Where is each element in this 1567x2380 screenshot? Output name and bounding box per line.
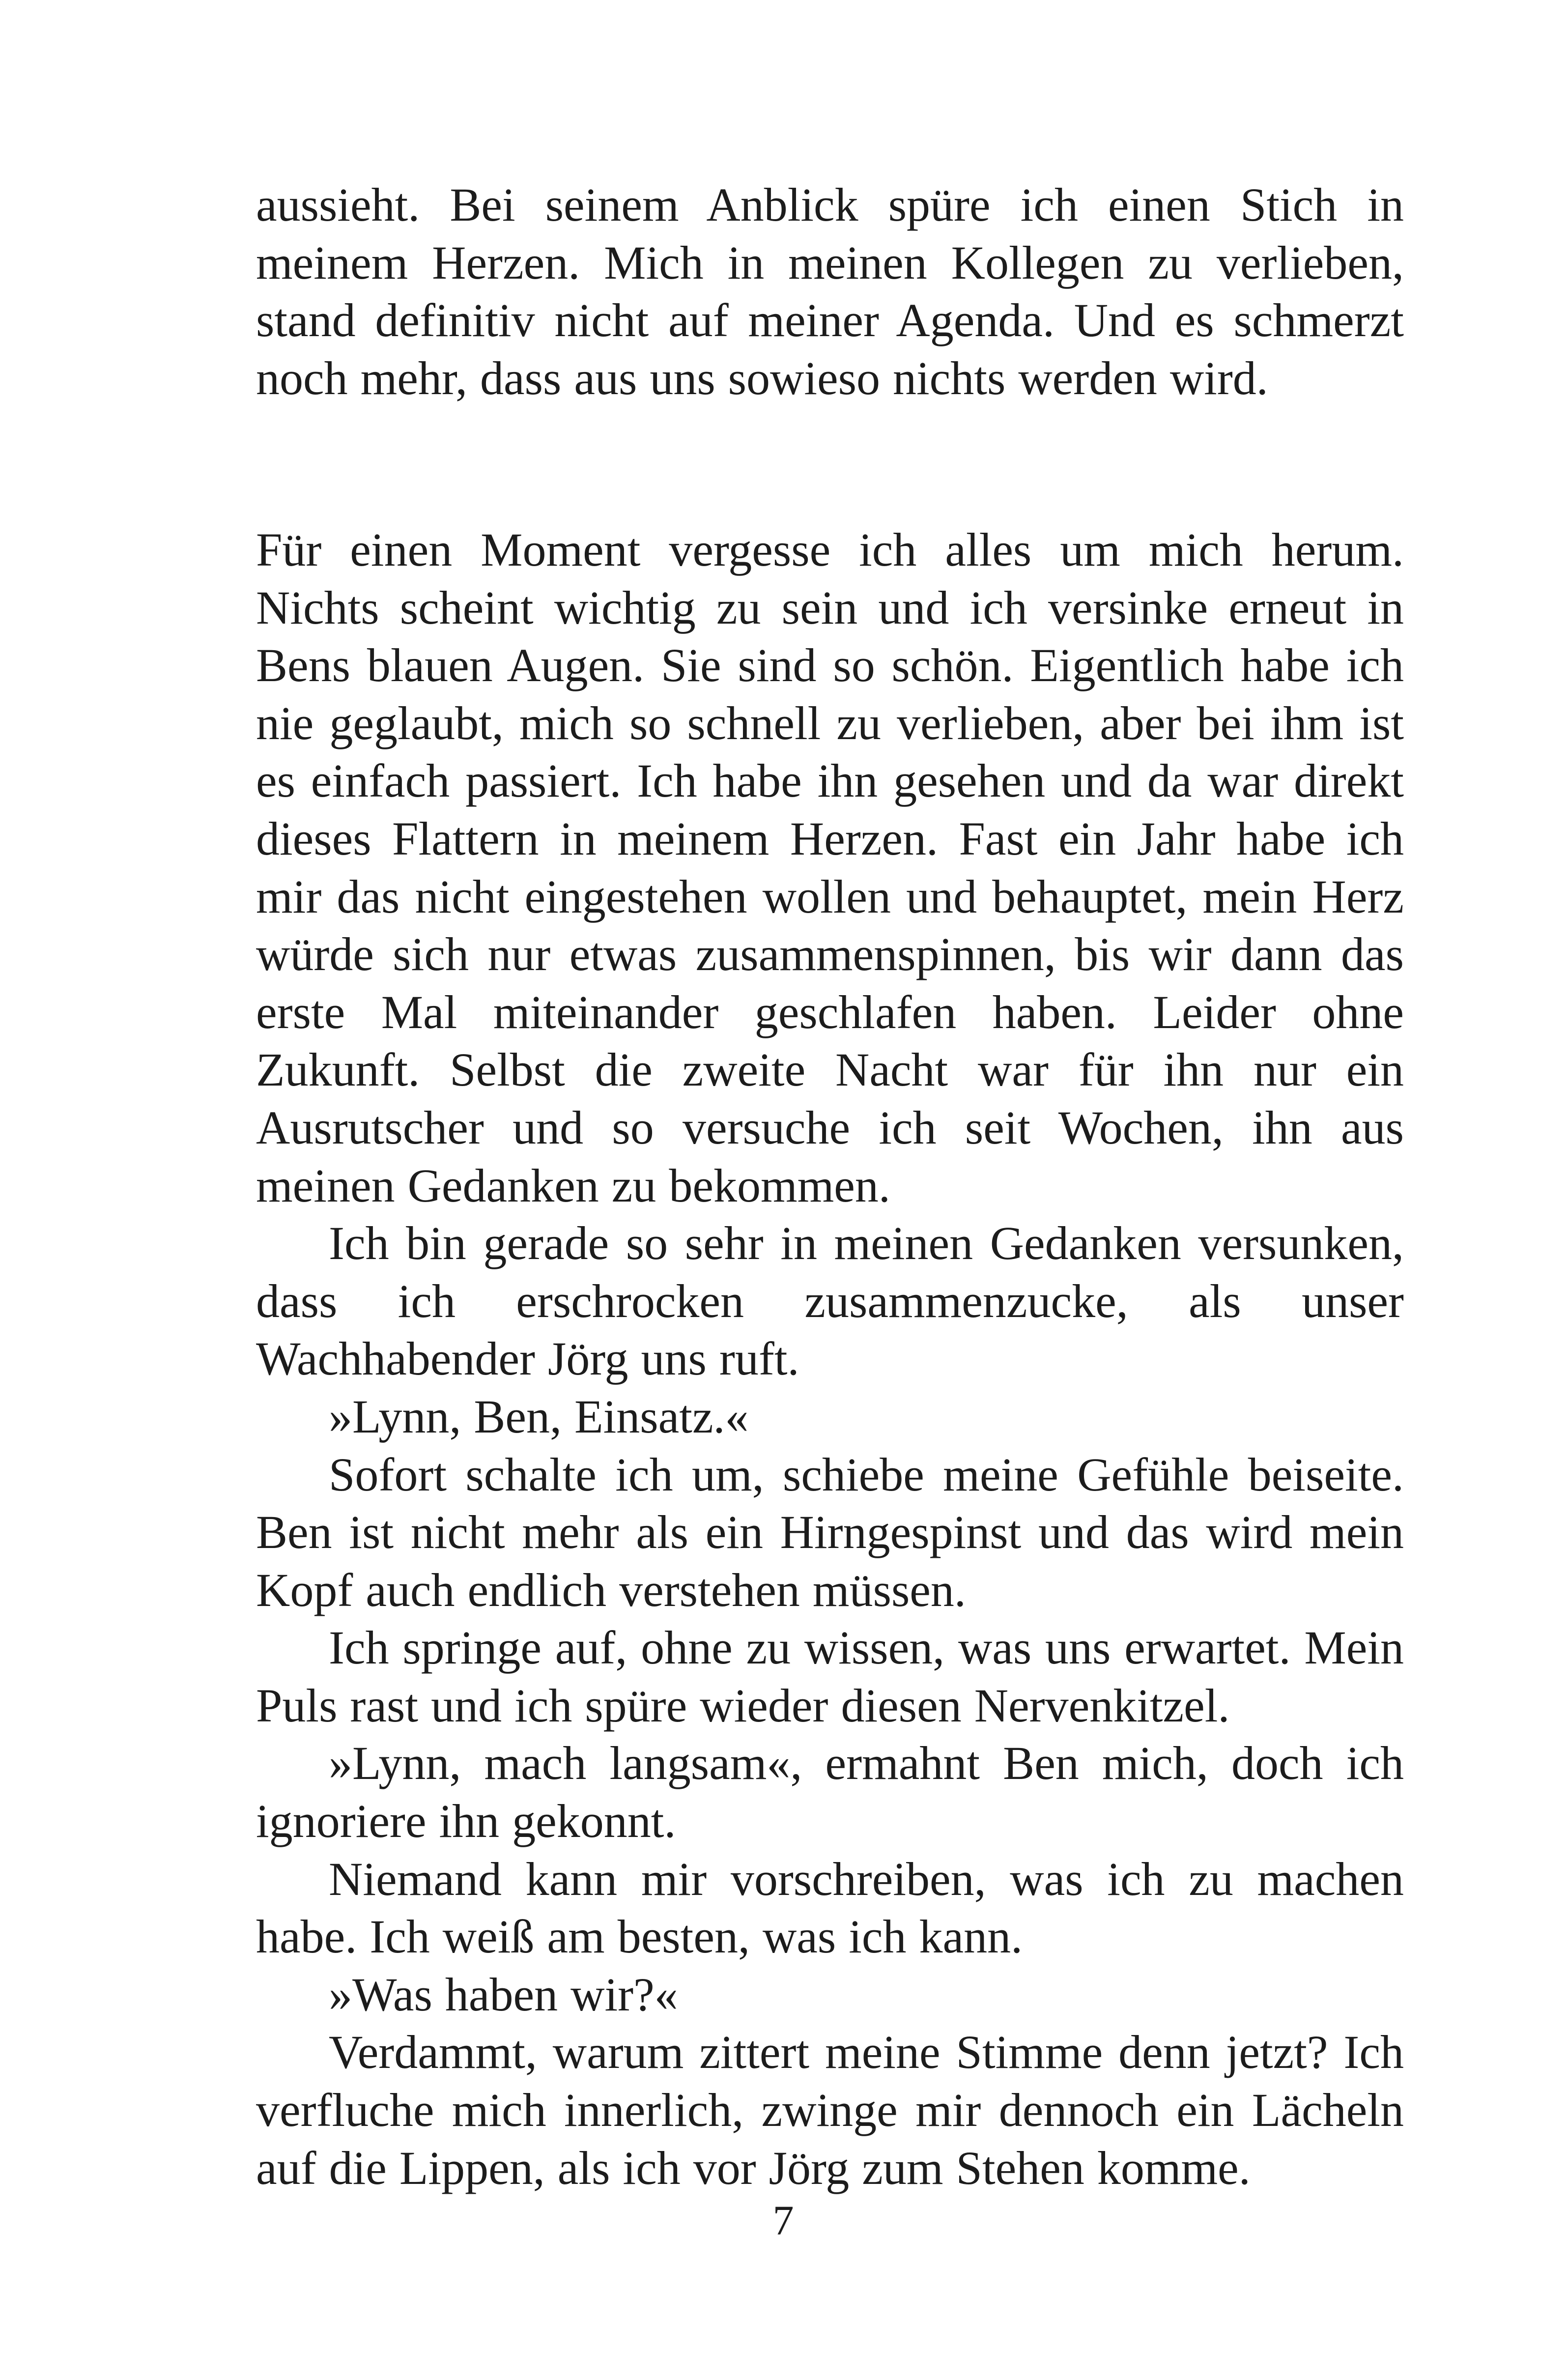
paragraph: Ich springe auf, ohne zu wissen, was uns erwartet. Mein Puls rast und ich spüre wieder diesen Nervenkitzel.	[256, 1621, 1404, 1732]
paragraph: Niemand kann mir vorschreiben, was ich zu machen habe. Ich weiß am besten, was ich kann.	[256, 1852, 1404, 1963]
paragraph: Ich bin gerade so sehr in meinen Gedanken versunken, dass ich erschrocken zusammenzucke, als unser Wachhabender Jörg uns ruft.	[256, 1217, 1404, 1385]
paragraph: »Lynn, mach langsam«, ermahnt Ben mich, doch ich ignoriere ihn gekonnt.	[256, 1737, 1404, 1848]
page-number: 7	[772, 2197, 795, 2244]
paragraph: Verdammt, warum zittert meine Stimme denn jetzt? Ich verfluche mich innerlich, zwinge mir dennoch ein Lächeln auf die Lippen, als ich vor Jörg zum Stehen komme.	[256, 2026, 1404, 2194]
text-block-main	[256, 521, 1404, 2197]
dialogue-line: »Was haben wir?«	[329, 1968, 678, 2021]
paragraph: Sofort schalte ich um, schiebe meine Gefühle beiseite. Ben ist nicht mehr als ein Hirngespinst und das wird mein Kopf auch endlich verstehen müssen.	[256, 1448, 1404, 1616]
dialogue-line: »Lynn, Ben, Einsatz.«	[329, 1390, 749, 1443]
paragraph: aussieht. Bei seinem Anblick spüre ich einen Stich in meinem Herzen. Mich in meinen Kollegen zu verlieben, stand definitiv nicht auf meiner Agenda. Und es schmerzt noch mehr, dass aus uns sowieso nichts werden wird.	[256, 178, 1404, 404]
paragraph: Für einen Moment vergesse ich alles um mich herum. Nichts scheint wichtig zu sein und ich versinke erneut in Bens blauen Augen. Sie sind so schön. Eigentlich habe ich nie geglaubt, mich so schnell zu verlieben, aber bei ihm ist es einfach passiert. Ich habe ihn gesehen und da war direkt dieses Flattern in meinem Herzen. Fast ein Jahr habe ich mir das nicht eingestehen wollen und behauptet, mein Herz würde sich nur etwas zusammenspinnen, bis wir dann das erste Mal miteinander geschlafen haben. Leider ohne Zukunft. Selbst die zweite Nacht war für ihn nur ein Ausrutscher und so versuche ich seit Wochen, ihn aus meinen Gedanken zu bekommen.	[256, 523, 1404, 1212]
text-block-top	[256, 176, 1404, 407]
